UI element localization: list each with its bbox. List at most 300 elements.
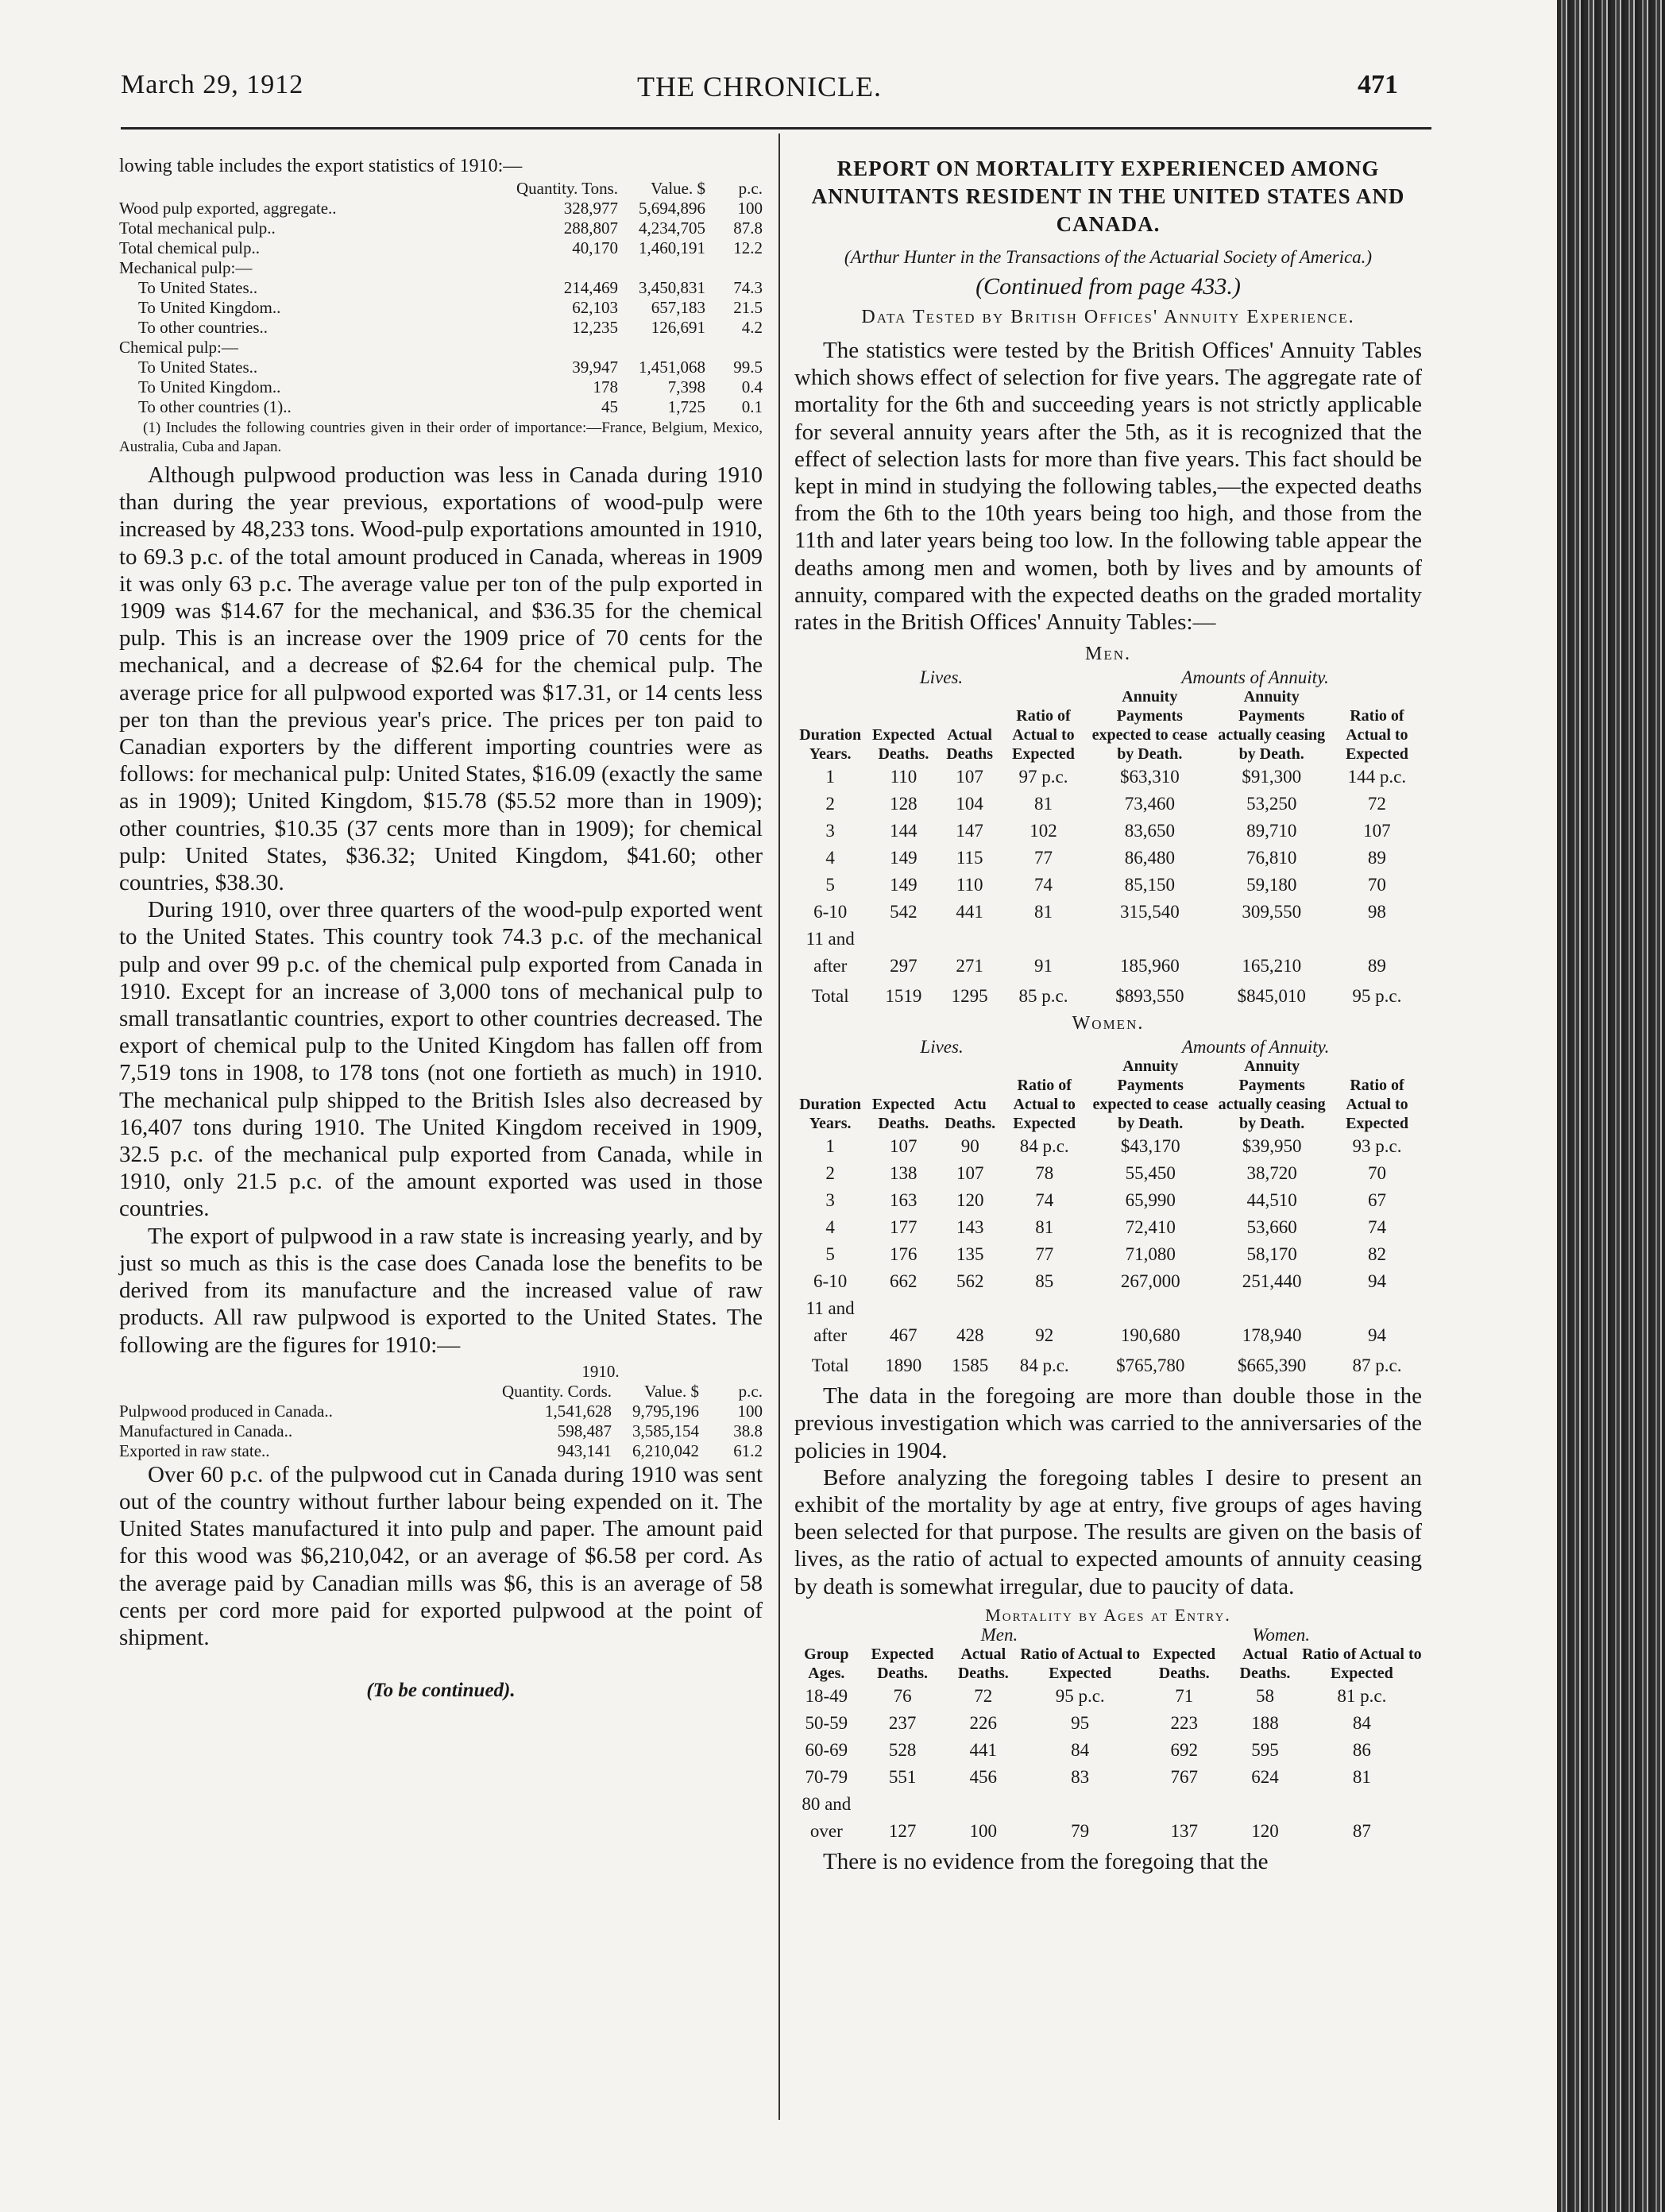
age-cell: 81	[1352, 1766, 1371, 1787]
age-cell: 83	[1071, 1766, 1090, 1787]
men-cell: 102	[1030, 821, 1057, 841]
export-cell: 3,450,831	[639, 278, 705, 297]
men-cell: 59,180	[1246, 875, 1297, 895]
women-cell: 70	[1368, 1163, 1386, 1184]
export-cell: 4,234,705	[639, 218, 705, 238]
women-cell: 84 p.c.	[1019, 1136, 1069, 1157]
pulpwood-header-value: Value. $	[644, 1381, 699, 1401]
women-total-cell: 1890	[885, 1355, 922, 1376]
women-cell: 65,990	[1125, 1190, 1176, 1211]
export-row	[119, 278, 763, 298]
men-cell: 110	[890, 767, 917, 787]
export-footnote: (1) Includes the following countries given in their order of importance:—France, Belgium, Mexico, Australia, Cuba and Japan.	[119, 420, 763, 455]
men-column-header: Annuity Payments actually ceasing by Death.	[1218, 688, 1326, 764]
women-column-header: Ratio of Actual to Expected	[1346, 1077, 1408, 1133]
export-cell: 0.4	[741, 377, 763, 396]
age-cell: 188	[1251, 1712, 1279, 1733]
export-row	[119, 377, 763, 397]
men-row	[794, 764, 1422, 791]
women-cell: $43,170	[1120, 1136, 1180, 1157]
women-row-label: 1	[825, 1136, 835, 1157]
age-cell: 72	[974, 1685, 993, 1706]
pulpwood-cell: 38.8	[733, 1421, 763, 1441]
women-row-label: 3	[825, 1190, 835, 1211]
export-cell: 39,947	[572, 358, 618, 377]
right-paragraph-1: The statistics were tested by the British Offices' Annuity Tables which shows effect of selection for five years. The aggregate rate of mortality for the 6th and succeeding years is not strictly applicable for several annuity years after the 5th, as it is recognized that the effect of selection lasts for more than five years. This fact should be kept in mind in studying the following tables,—the expected deaths from the 6th to the 10th years being too high, and those from the 11th and later years being too low. In the following table appear the deaths among men and women, both by lives and by amounts of annuity, compared with the expected deaths on the graded mortality rates in the British Offices' Annuity Tables:—	[794, 338, 1422, 636]
age-column-header: Group Ages.	[804, 1645, 849, 1682]
report-title: REPORT ON MORTALITY EXPERIENCED AMONG ANNUITANTS RESIDENT IN THE UNITED STATES AND CANADA.	[811, 157, 1405, 236]
age-row	[794, 1683, 1422, 1710]
men-lives-label: Lives.	[919, 667, 964, 688]
women-cell: 143	[956, 1217, 984, 1238]
women-row	[794, 1133, 1422, 1160]
men-row-label: 4	[825, 848, 835, 868]
book-page-edges	[1557, 0, 1665, 2212]
export-header-pc: p.c.	[738, 179, 763, 198]
age-cell: 100	[969, 1820, 998, 1841]
age-row	[794, 1710, 1422, 1737]
men-cell: 86,480	[1124, 848, 1175, 868]
continued-from: (Continued from page 433.)	[975, 273, 1241, 300]
right-paragraph-2: The data in the foregoing are more than double those in the previous investigation which was carried to the anniversaries of the policies in 1904.	[794, 1383, 1422, 1464]
men-row-label: 1	[825, 767, 835, 787]
age-cell: 120	[1251, 1820, 1279, 1841]
report-subtitle: Data Tested by British Offices' Annuity Experience.	[861, 307, 1355, 327]
women-mortality-table	[794, 1038, 1422, 1382]
age-cell: 86	[1352, 1739, 1371, 1760]
export-intro: lowing table includes the export statistics of 1910:—	[119, 156, 523, 176]
women-cell: 93 p.c.	[1352, 1136, 1402, 1157]
export-cell: 4.2	[741, 318, 763, 337]
women-cell: 67	[1368, 1190, 1386, 1211]
women-row	[794, 1187, 1422, 1214]
export-cell: 657,183	[651, 298, 705, 317]
export-row-label: To United States..	[138, 358, 258, 377]
men-cell: 81	[1033, 902, 1053, 922]
export-row	[119, 218, 763, 238]
export-cell	[516, 338, 618, 358]
export-row-label: To United Kingdom..	[138, 377, 281, 396]
export-cell: 1,725	[667, 397, 705, 416]
export-cell: 100	[737, 199, 763, 218]
export-cell: 1,451,068	[639, 358, 705, 377]
women-cell: 467	[890, 1325, 917, 1346]
export-row	[119, 318, 763, 338]
men-total-cell: $845,010	[1237, 986, 1306, 1007]
export-cell	[516, 258, 618, 278]
women-cell: 562	[956, 1271, 984, 1292]
women-cell: 428	[956, 1325, 984, 1346]
pulpwood-cell: 100	[737, 1401, 763, 1421]
men-cell: 81	[1033, 794, 1053, 814]
men-cell: 144 p.c.	[1347, 767, 1407, 787]
export-header-quantity: Quantity. Tons.	[516, 179, 618, 198]
export-row-label: To United States..	[138, 278, 258, 297]
export-row	[119, 298, 763, 318]
pulpwood-cell: 598,487	[557, 1421, 612, 1441]
women-header-row	[794, 1057, 1422, 1133]
women-cell: 120	[956, 1190, 984, 1211]
age-cell: 595	[1251, 1739, 1279, 1760]
export-cell	[618, 258, 705, 278]
women-cell: 662	[890, 1271, 917, 1292]
age-row-label: 18-49	[805, 1685, 848, 1706]
export-cell: 7,398	[667, 377, 705, 396]
export-row-label: Chemical pulp:—	[119, 338, 238, 357]
men-cell: 115	[956, 848, 983, 868]
women-row-label: 5	[825, 1244, 835, 1265]
men-cell: 89,710	[1246, 821, 1297, 841]
women-cell: 58,170	[1246, 1244, 1297, 1265]
left-paragraph-1: Although pulpwood production was less in Canada during 1910 than during the year previous, exportations of wood-pulp were increased by 48,233 tons. Wood-pulp exportations amounted in 1910, to 69.3 p.c. of the total amount produced in Canada, whereas in 1909 it was only 63 p.c. The average value per ton of the pulp exported in 1909 was $14.67 for the mechanical, and $36.35 for the chemical pulp. This is an increase over the 1909 price of 70 cents for the mechanical, and a decrease of $2.64 for the chemical pulp. The average price for all pulpwood exported was $17.31, or 14 cents less per ton than the previous year's price. The prices per ton paid to Canadian exporters by the different importing countries were as follows: for mechanical pulp: United States, $16.09 (exactly the same as in 1909); United Kingdom, $15.78 ($5.52 more than in 1909); other countries, $10.35 (37 cents more than in 1909); for chemical pulp: United States, $36.32; United Kingdom, $41.60; other countries, $38.30.	[119, 462, 763, 896]
age-cell: 58	[1255, 1685, 1274, 1706]
women-amounts-label: Amounts of Annuity.	[1181, 1037, 1330, 1058]
men-cell: 315,540	[1119, 902, 1180, 922]
age-row-label: 60-69	[805, 1739, 848, 1760]
age-cell: 223	[1170, 1712, 1198, 1733]
age-column-header: Ratio of Actual to Expected	[1020, 1645, 1140, 1682]
age-cell: 624	[1251, 1766, 1279, 1787]
men-total-row	[794, 980, 1422, 1013]
page-header	[121, 70, 1398, 110]
women-row-label: 11 and after	[805, 1298, 855, 1346]
age-women-label: Women.	[1252, 1624, 1310, 1645]
men-cell: 89	[1367, 848, 1386, 868]
men-row	[794, 872, 1422, 899]
men-total-cell: 1295	[951, 986, 988, 1007]
age-row-label: 70-79	[805, 1766, 848, 1787]
men-cell: 53,250	[1246, 794, 1297, 814]
pulpwood-cell: 6,210,042	[632, 1441, 699, 1460]
women-cell: 53,660	[1246, 1217, 1297, 1238]
women-cell: 55,450	[1125, 1163, 1176, 1184]
export-cell: 12,235	[572, 318, 618, 337]
issue-date: March 29, 1912	[121, 70, 304, 99]
women-cell: $39,950	[1242, 1136, 1302, 1157]
women-row	[794, 1295, 1422, 1349]
men-cell: 72	[1367, 794, 1386, 814]
men-row	[794, 926, 1422, 980]
age-cell: 84	[1071, 1739, 1090, 1760]
women-lives-label: Lives.	[920, 1037, 964, 1058]
women-cell: 190,680	[1120, 1325, 1180, 1346]
women-cell: 107	[890, 1136, 917, 1157]
age-cell: 127	[888, 1820, 917, 1841]
men-cell: $91,300	[1242, 767, 1302, 787]
pulpwood-table	[119, 1362, 763, 1461]
export-row-label: To United Kingdom..	[138, 298, 281, 317]
women-cell: 92	[1035, 1325, 1054, 1346]
export-cell: 12.2	[733, 238, 763, 257]
men-column-header: Duration Years.	[799, 726, 862, 764]
age-men-label: Men.	[980, 1624, 1018, 1645]
export-cell	[705, 258, 763, 278]
women-total-cell: $765,780	[1116, 1355, 1185, 1376]
women-cell: 94	[1368, 1271, 1386, 1292]
women-cell: 72,410	[1125, 1217, 1176, 1238]
export-cell: 40,170	[572, 238, 618, 257]
women-column-header: Annuity Payments expected to cease by Death.	[1092, 1058, 1208, 1133]
age-row	[794, 1791, 1422, 1845]
men-cell: 542	[890, 902, 917, 922]
pulpwood-cell: 943,141	[557, 1441, 612, 1460]
pulpwood-header-quantity: Quantity. Cords.	[501, 1381, 612, 1401]
women-cell: 94	[1368, 1325, 1386, 1346]
age-row-label: 80 and over	[802, 1793, 852, 1841]
right-paragraph-3: Before analyzing the foregoing tables I desire to present an exhibit of the mortality by age at entry, five groups of ages having been selected for that purpose. The results are given on the basis of lives, as the ratio of actual to expected amounts of annuity ceasing by death is somewhat irregular, due to paucity of data.	[794, 1464, 1422, 1599]
age-cell: 767	[1170, 1766, 1198, 1787]
women-row-label: 2	[825, 1163, 835, 1184]
age-row-label: 50-59	[805, 1712, 848, 1733]
export-row	[119, 199, 763, 218]
women-cell: 74	[1035, 1190, 1054, 1211]
men-cell: 149	[890, 848, 917, 868]
women-cell: 85	[1035, 1271, 1054, 1292]
men-row-label: 11 and after	[805, 929, 855, 976]
age-column-header: Expected Deaths.	[1153, 1645, 1216, 1682]
men-cell: 165,210	[1242, 956, 1302, 976]
women-cell: 77	[1035, 1244, 1054, 1265]
age-cell: 137	[1170, 1820, 1198, 1841]
men-cell: 297	[890, 956, 917, 976]
men-cell: 110	[956, 875, 983, 895]
export-row	[119, 238, 763, 258]
men-row	[794, 818, 1422, 845]
men-cell: 147	[956, 821, 983, 841]
women-cell: 90	[960, 1136, 979, 1157]
women-column-header: Expected Deaths.	[871, 1096, 935, 1133]
pulpwood-row	[119, 1421, 763, 1441]
export-row-label: To other countries..	[138, 318, 268, 337]
pulpwood-header-label	[119, 1382, 502, 1402]
age-at-entry-table	[794, 1626, 1422, 1845]
publication-title: THE CHRONICLE.	[637, 71, 882, 102]
men-cell: 97 p.c.	[1018, 767, 1068, 787]
women-row	[794, 1268, 1422, 1295]
export-cell: 5,694,896	[639, 199, 705, 218]
women-row	[794, 1214, 1422, 1241]
export-row	[119, 338, 763, 358]
men-cell: $63,310	[1119, 767, 1180, 787]
women-cell: 267,000	[1120, 1271, 1180, 1292]
to-be-continued: (To be continued).	[366, 1680, 516, 1702]
women-cell: 81	[1035, 1217, 1054, 1238]
age-cell: 71	[1175, 1685, 1194, 1706]
men-cell: 128	[890, 794, 917, 814]
age-cell: 76	[893, 1685, 912, 1706]
women-heading: Women.	[1072, 1013, 1145, 1034]
age-cell: 456	[969, 1766, 998, 1787]
export-row-label: Total mechanical pulp..	[119, 218, 276, 238]
men-amounts-label: Amounts of Annuity.	[1181, 667, 1329, 688]
women-row	[794, 1160, 1422, 1187]
women-total-label: Total	[811, 1355, 849, 1376]
age-cell: 87	[1352, 1820, 1371, 1841]
men-cell: 91	[1033, 956, 1053, 976]
women-cell: 82	[1368, 1244, 1386, 1265]
men-cell: 185,960	[1119, 956, 1180, 976]
women-cell: 178,940	[1242, 1325, 1302, 1346]
women-cell: 177	[890, 1217, 917, 1238]
women-cell: 78	[1035, 1163, 1054, 1184]
export-cell: 45	[601, 397, 618, 416]
men-row	[794, 845, 1422, 872]
men-cell: 85,150	[1124, 875, 1175, 895]
age-cell: 528	[888, 1739, 917, 1760]
women-cell: 38,720	[1246, 1163, 1297, 1184]
men-column-header: Ratio of Actual to Expected	[1012, 707, 1075, 764]
pulpwood-year: 1910.	[581, 1361, 620, 1381]
age-cell: 551	[888, 1766, 917, 1787]
export-cell: 288,807	[563, 218, 618, 238]
export-row-label: Mechanical pulp:—	[119, 258, 253, 277]
age-cell: 95 p.c.	[1055, 1685, 1105, 1706]
export-statistics-table	[119, 179, 763, 417]
men-row-label: 3	[825, 821, 835, 841]
women-total-cell: 87 p.c.	[1352, 1355, 1402, 1376]
men-total-cell: 1519	[885, 986, 922, 1007]
men-cell: 144	[890, 821, 917, 841]
export-cell: 126,691	[651, 318, 705, 337]
women-cell: 163	[890, 1190, 917, 1211]
men-cell: 89	[1367, 956, 1386, 976]
men-row	[794, 899, 1422, 926]
right-column	[794, 155, 1422, 1875]
pulpwood-cell: 3,585,154	[632, 1421, 699, 1441]
men-cell: 271	[956, 956, 983, 976]
age-cell: 237	[888, 1712, 917, 1733]
men-cell: 70	[1367, 875, 1386, 895]
men-column-header: Actual Deaths	[946, 726, 994, 764]
men-total-cell: 95 p.c.	[1352, 986, 1402, 1007]
export-row	[119, 258, 763, 278]
women-cell: 135	[956, 1244, 984, 1265]
export-cell: 87.8	[733, 218, 763, 238]
export-cell	[618, 338, 705, 358]
export-cell: 62,103	[572, 298, 618, 317]
women-column-header: Annuity Payments actually ceasing by Death.	[1218, 1058, 1326, 1133]
export-cell: 74.3	[733, 278, 763, 297]
export-header-value: Value. $	[651, 179, 705, 198]
export-row-label: Wood pulp exported, aggregate..	[119, 199, 337, 218]
women-column-header: Duration Years.	[799, 1096, 862, 1133]
men-cell: 76,810	[1246, 848, 1297, 868]
men-cell: 83,650	[1124, 821, 1175, 841]
pulpwood-cell: 61.2	[733, 1441, 763, 1460]
men-mortality-table	[794, 668, 1422, 1013]
men-column-header: Annuity Payments expected to cease by Death.	[1091, 688, 1208, 764]
men-cell: 441	[956, 902, 983, 922]
left-paragraph-4: Over 60 p.c. of the pulpwood cut in Canada during 1910 was sent out of the country without further labour being expended on it. The United States manufactured it into pulp and paper. The amount paid for this wood was $6,210,042, or an average of $6.58 per cord. As the average paid by Canadian mills was $6, this is an average of 58 cents per cord more paid for exported pulpwood at the point of shipment.	[119, 1461, 763, 1650]
women-total-cell: $665,390	[1238, 1355, 1307, 1376]
women-total-cell: 84 p.c.	[1019, 1355, 1069, 1376]
pulpwood-row-label: Manufactured in Canada..	[119, 1421, 293, 1441]
women-cell: 176	[890, 1244, 917, 1265]
pulpwood-row-label: Exported in raw state..	[119, 1441, 270, 1460]
left-paragraph-2: During 1910, over three quarters of the wood-pulp exported went to the United States. This country took 74.3 p.c. of the mechanical pulp and over 99 p.c. of the chemical pulp exported from Canada in 1910. Except for an increase of 3,000 tons of mechanical pulp to small transatlantic countries, export to other countries decreased. The export of chemical pulp to the United Kingdom has fallen off from 7,519 tons in 1908, to 178 tons (not one fortieth as much) in 1910. The mechanical pulp shipped to the British Isles also decreased by 16,407 tons during 1910. The United Kingdom received in 1909, 32.5 p.c. of the mechanical pulp exported from Canada, while in 1910, only 21.5 p.c. of the amount exported was used in those countries.	[119, 897, 763, 1222]
export-cell: 328,977	[563, 199, 618, 218]
age-column-header: Ratio of Actual to Expected	[1302, 1645, 1422, 1682]
men-cell: 74	[1033, 875, 1053, 895]
right-paragraph-4: There is no evidence from the foregoing that the	[823, 1848, 1269, 1874]
pulpwood-row	[119, 1441, 763, 1461]
pulpwood-header-pc: p.c.	[738, 1381, 763, 1401]
header-rule	[121, 127, 1431, 130]
pulpwood-row-label: Pulpwood produced in Canada..	[119, 1401, 333, 1421]
men-heading: Men.	[1084, 644, 1131, 665]
pulpwood-row	[119, 1402, 763, 1421]
women-cell: 251,440	[1242, 1271, 1302, 1292]
export-row	[119, 358, 763, 377]
export-cell: 178	[593, 377, 618, 396]
women-column-header: Ratio of Actual to Expected	[1013, 1077, 1076, 1133]
women-column-header: Actu Deaths.	[945, 1096, 996, 1133]
men-row	[794, 791, 1422, 818]
age-column-header: Expected Deaths.	[871, 1645, 934, 1682]
age-row	[794, 1737, 1422, 1764]
men-column-header: Ratio of Actual to Expected	[1345, 707, 1408, 764]
export-cell: 21.5	[733, 298, 763, 317]
men-cell: 107	[1363, 821, 1391, 841]
women-row	[794, 1241, 1422, 1268]
women-cell: 138	[890, 1163, 917, 1184]
age-cell: 79	[1071, 1820, 1090, 1841]
men-row-label: 5	[825, 875, 835, 895]
women-cell: 44,510	[1246, 1190, 1297, 1211]
men-cell: 77	[1033, 848, 1053, 868]
men-cell: 98	[1367, 902, 1386, 922]
age-header-row	[794, 1645, 1422, 1683]
export-row-label: Total chemical pulp..	[119, 238, 260, 257]
export-cell: 0.1	[741, 397, 763, 416]
age-cell: 81 p.c.	[1337, 1685, 1387, 1706]
men-cell: 107	[956, 767, 983, 787]
age-cell: 226	[969, 1712, 998, 1733]
age-cell: 84	[1352, 1712, 1371, 1733]
age-row	[794, 1764, 1422, 1791]
export-cell	[705, 338, 763, 358]
men-cell: 149	[890, 875, 917, 895]
men-column-header: Expected Deaths.	[871, 726, 935, 764]
page-number: 471	[1358, 70, 1398, 99]
women-total-cell: 1585	[952, 1355, 989, 1376]
report-citation: (Arthur Hunter in the Transactions of the Actuarial Society of America.)	[844, 247, 1373, 267]
export-header-label	[119, 179, 516, 199]
age-column-header: Actual Deaths.	[957, 1645, 1009, 1682]
pulpwood-cell: 1,541,628	[545, 1401, 612, 1421]
men-row-label: 6-10	[813, 902, 848, 922]
export-row	[119, 397, 763, 417]
age-column-header: Actual Deaths.	[1239, 1645, 1291, 1682]
women-total-row	[794, 1349, 1422, 1382]
men-header-row	[794, 687, 1422, 764]
column-divider	[778, 133, 780, 2120]
pulpwood-cell: 9,795,196	[632, 1401, 699, 1421]
left-paragraph-3: The export of pulpwood in a raw state is increasing yearly, and by just so much as this is the case does Canada lose the benefits to be derived from its manufacture and the increased value of raw products. All raw pulpwood is exported to the United States. The following are the figures for 1910:—	[119, 1223, 763, 1358]
export-cell: 214,469	[563, 278, 618, 297]
left-column	[119, 155, 763, 1702]
export-cell: 1,460,191	[639, 238, 705, 257]
men-cell: 104	[956, 794, 983, 814]
men-row-label: 2	[825, 794, 835, 814]
women-cell: 71,080	[1125, 1244, 1176, 1265]
women-cell: 74	[1368, 1217, 1386, 1238]
men-total-label: Total	[811, 986, 849, 1007]
women-row-label: 4	[825, 1217, 835, 1238]
women-cell: 107	[956, 1163, 984, 1184]
men-total-cell: $893,550	[1115, 986, 1184, 1007]
age-table-heading: Mortality by Ages at Entry.	[985, 1604, 1231, 1625]
